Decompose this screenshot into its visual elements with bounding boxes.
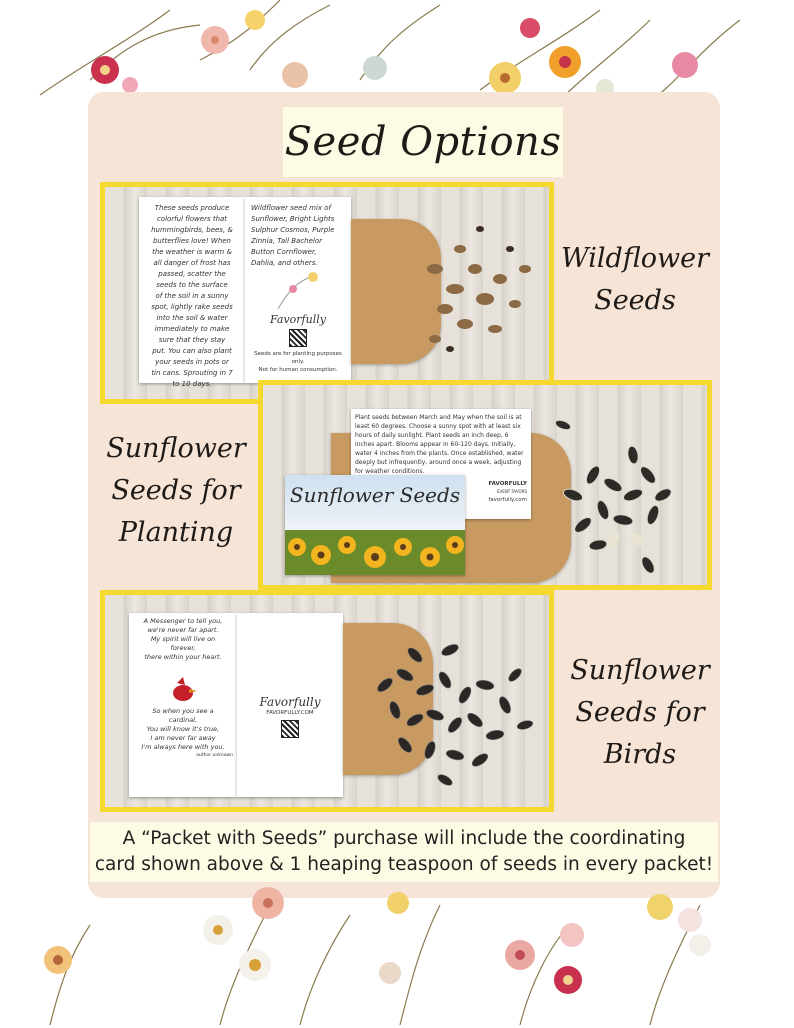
title-banner — [283, 107, 563, 177]
birds-website: FAVORFULLY.COM — [266, 710, 314, 716]
sunflower-banner-title: Sunflower Seeds — [289, 483, 461, 507]
sunflower-planting-photo — [258, 380, 712, 590]
wildflower-brand: Favorfully — [270, 313, 326, 326]
poem-author: author unknown — [196, 753, 233, 758]
planting-brand: FAVORFULLY — [488, 481, 527, 487]
wildflower-disclaimer: Seeds are for planting purposes only. Not for human consumption. — [254, 351, 342, 373]
bird-seed-pile — [355, 625, 545, 795]
wildflower-mix-text: Wildflower seed mix of Sunflower, Bright Lights Sulphur Cosmos, Purple Zinnia, Tall Bachelor Button Cornflower, Dahlia, and others. — [251, 204, 335, 267]
purchase-note-line-1: A “Packet with Seeds” purchase will include the coordinating — [122, 828, 686, 849]
cardinal-poem-card — [129, 613, 237, 797]
wildflower-illustration — [268, 271, 328, 311]
purchase-note-line-2: card shown above & 1 heaping teaspoon of seeds in every packet! — [94, 854, 714, 875]
planting-website: favorfully.com — [488, 497, 527, 503]
sunflower-banner-card — [285, 475, 465, 575]
sunflower-birds-photo — [100, 590, 554, 812]
qr-code-icon — [281, 720, 299, 738]
birds-brand: Favorfully — [259, 695, 321, 709]
wildflower-seeds-photo — [100, 182, 554, 404]
wildflower-seeds-label: Wildflower Seeds — [560, 243, 710, 316]
sunflower-seed-pile — [533, 415, 683, 585]
cardinal-bird-icon — [167, 675, 199, 707]
wildflower-mix-card — [245, 197, 351, 383]
qr-code-icon — [289, 329, 307, 347]
favorfully-card — [237, 613, 343, 797]
sunflower-birds-label: Sunflower Seeds for Birds — [570, 655, 710, 770]
planting-instructions-text: Plant seeds between March and May when the soil is at least 60 degrees. Choose a sunny spot with at least six hours of daily sunlight. Plant seeds an inch deep, 6 inches apart. Blooms appear in 60-120 days. Initially, water 4 inches from the plants. Once established, water deeply but infrequently, around once a week, adjusting for weather conditions. — [355, 414, 524, 475]
page-title: Seed Options — [284, 119, 562, 165]
planting-brand-tagline: EVENT FAVORS — [496, 489, 527, 494]
wildflower-instructions-card — [139, 197, 245, 388]
sunflower-planting-label: Sunflower Seeds for Planting — [106, 433, 246, 548]
wildflower-instructions-text: These seeds produce colorful flowers that hummingbirds, bees, & butterflies love! When the weather is warm & all danger of frost has passed, scatter the seeds to the surface of the soil in a sunny spot, lightly rake seeds into the soil & water immediately to make sure that they stay put. You can also plant your seeds in pots or tin cans. Sprouting in 7 to 10 days. — [151, 204, 233, 388]
wildflower-seed-pile — [405, 209, 545, 369]
bottom-floral-decoration — [0, 885, 794, 1025]
purchase-note — [90, 822, 718, 882]
sunflower-field-illustration — [285, 527, 465, 575]
cardinal-poem-text: A Messenger to tell you, we're never far apart. My spirit will live on forever, there within your heart. So when you see a cardinal, You will know it's true, I am never far away I'm always here with you. — [141, 617, 225, 751]
